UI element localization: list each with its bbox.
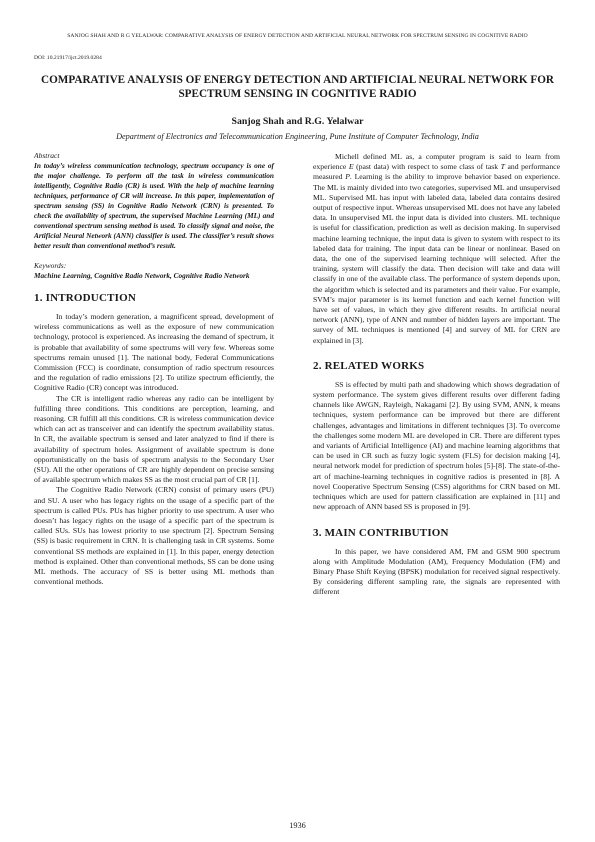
intro-paragraph-3: The Cognitive Radio Network (CRN) consist of primary users (PU) and SU. A user who has legacy rights on the usage of a specific part of the spectrum is called PUs. PUs has higher priority to use spectrum. A user who doesn’t has legacy rights on the usage of a specific part of the spectrum is called SUs. SUs has lowest priority to use spectrum [2]. Spectrum Sensing (SS) is basic requirement in CRN. It is challenging task in CR systems. Some conventional SS methods are explained in [1]. In this paper, energy detection method is explained. Other than conventional methods, SS can be done using ML methods. The accuracy of SS is better using ML methods than conventional methods. [34,485,274,587]
left-column [34,151,274,587]
intro-paragraph-1: In today’s modern generation, a magnificent spread, development of wireless communications as well as the exposure of new communication technology, protocol is experienced. As increasing the demand of spectrum, it is probable that availability of some spectrums will very few. Whereas some spectrums remain unused [1]. The national body, Federal Communications Commission (FCC) is coordinate, consumption of radio spectrum resources and the regulation of radio emissions [2]. To utilize spectrum efficiently, the Cognitive Radio (CR) concept was introduced. [34,312,274,393]
abstract-text: In today’s wireless communication technology, spectrum occupancy is one of the major challenge. To perform all the task in wireless communication intelligently, Cognitive Radio (CR) is used. With the help of machine learning techniques, performance of CR will increase. In this paper, implementation of spectrum sensing (SS) in Cognitive Radio Network (CRN) is presented. To check the availability of spectrum, the supervised Machine Learning (ML) and conventional spectrum sensing method is used. To classify signal and noise, the Artificial Neural Network (ANN) classifier is used. The classifier’s result shows better result than conventional method’s result. [34,161,274,250]
keywords-text: Machine Learning, Cognitive Radio Network, Cognitive Radio Network [34,271,250,280]
section-heading-introduction: 1. INTRODUCTION [34,292,137,304]
keywords-label: Keywords: [34,261,67,270]
intro-paragraph-2: The CR is intelligent radio whereas any radio can be intelligent by fulfilling three conditions. This conditions are perception, learning, and reasoning. CR fulfill all this conditions. CR is wireless communication device which can act as transceiver and can identify the spectrum availability status. In CR, the available spectrum is sensed and later analyzed to find if there is availability of spectrum holes. Assignment of available spectrum is done opportunistically on the basis of spectrum analysis to the Secondary User (SU). All the other operations of CR are highly dependent on precise sensing of available spectrum which makes SS as the most crucial part of CR [1]. [34,393,274,485]
affiliation: Department of Electronics and Telecommunication Engineering, Pune Institute of Computer Technology, India [116,132,479,141]
right-column [313,152,560,598]
doi: DOI: 10.21917/ijct.2019.0284 [34,55,102,61]
authors: Sanjog Shah and R.G. Yelalwar [231,116,364,127]
paper-title: COMPARATIVE ANALYSIS OF ENERGY DETECTION AND ARTIFICIAL NEURAL NETWORK FOR SPECTRUM SENSING IN COGNITIVE RADIO [41,74,554,100]
section-heading-related-works: 2. RELATED WORKS [313,359,425,372]
section-heading-main-contribution: 3. MAIN CONTRIBUTION [313,526,449,539]
page-number: 1936 [289,821,306,830]
main-paragraph-1: In this paper, we have considered AM, FM and GSM 900 spectrum along with Amplitude Modulation (AM), Frequency Modulation (FM) and Binary Phase Shift Keying (BPSK) modulation for received signal respectively. By considering different sampling rate, the signals are represented with different [313,546,560,597]
abstract-label: Abstract [34,151,60,160]
related-paragraph-1: SS is effected by multi path and shadowing which shows degradation of system performance. The system gives different results over different fading channels like AWGN, Rayleigh, Nakagami [2]. By using SVM, ANN, k means techniques, system performance can be improved but there are different challenges, advantages and limitations in different techniques [3]. To overcome the challenges some modern ML are developed in CR. There are different types and variants of Artificial Intelligence (AI) and machine learning algorithms that can be used in CR such as fuzzy logic system (FLS) for decision making [4], neural network model for prediction of spectrum holes [5]-[8]. The state-of-the-art of machine-learning techniques in cognitive radios is presented in [8]. A novel Cooperative Spectrum Sensing (CSS) algorithms for CRN based on ML techniques which are used for pattern classification are explained in [11] and new approach of ANN based SS is proposed in [9]. [313,379,560,512]
intro-paragraph-4: Michell defined ML as, a computer program is said to learn from experience E (past data) with respect to some class of task T and performance measured P. Learning is the ability to improve behavior based on experience. The ML is mainly divided into two categories, supervised ML and unsupervised ML. Supervised ML has input with labeled data, labeled data contains desired output of respective input. Whereas unsupervised ML does not have any labeled data. In unsupervised ML the input data is divided into clusters. ML technique is useful for classification, prediction as well as decision making. In supervised machine learning technique, the input data is given to system with respect to its labeled data for training. The input data can be linear or nonlinear. Based on data, the one of the supervised learning technique will selected. After the training, system will classify the data. Then decision will take and data will classify in one of the available class. The performance of system depends upon, the algorithm which is selected and its parameters and their value. For example, SVM’s major parameter is its kernel function and each kernel function will have set of values, in which they give different results. In artificial neural network (ANN), type of ANN and number of hidden layers are important. The survey of ML techniques is mentioned [4] and survey of ML for CRN are explained in [3]. [313,152,560,345]
running-head: SANJOG SHAH AND R G YELALWAR: COMPARATIVE ANALYSIS OF ENERGY DETECTION AND ARTIFICIAL NEURAL NETWORK FOR SPECTRUM SENSING IN COGNITIVE RADIO [67,33,528,39]
